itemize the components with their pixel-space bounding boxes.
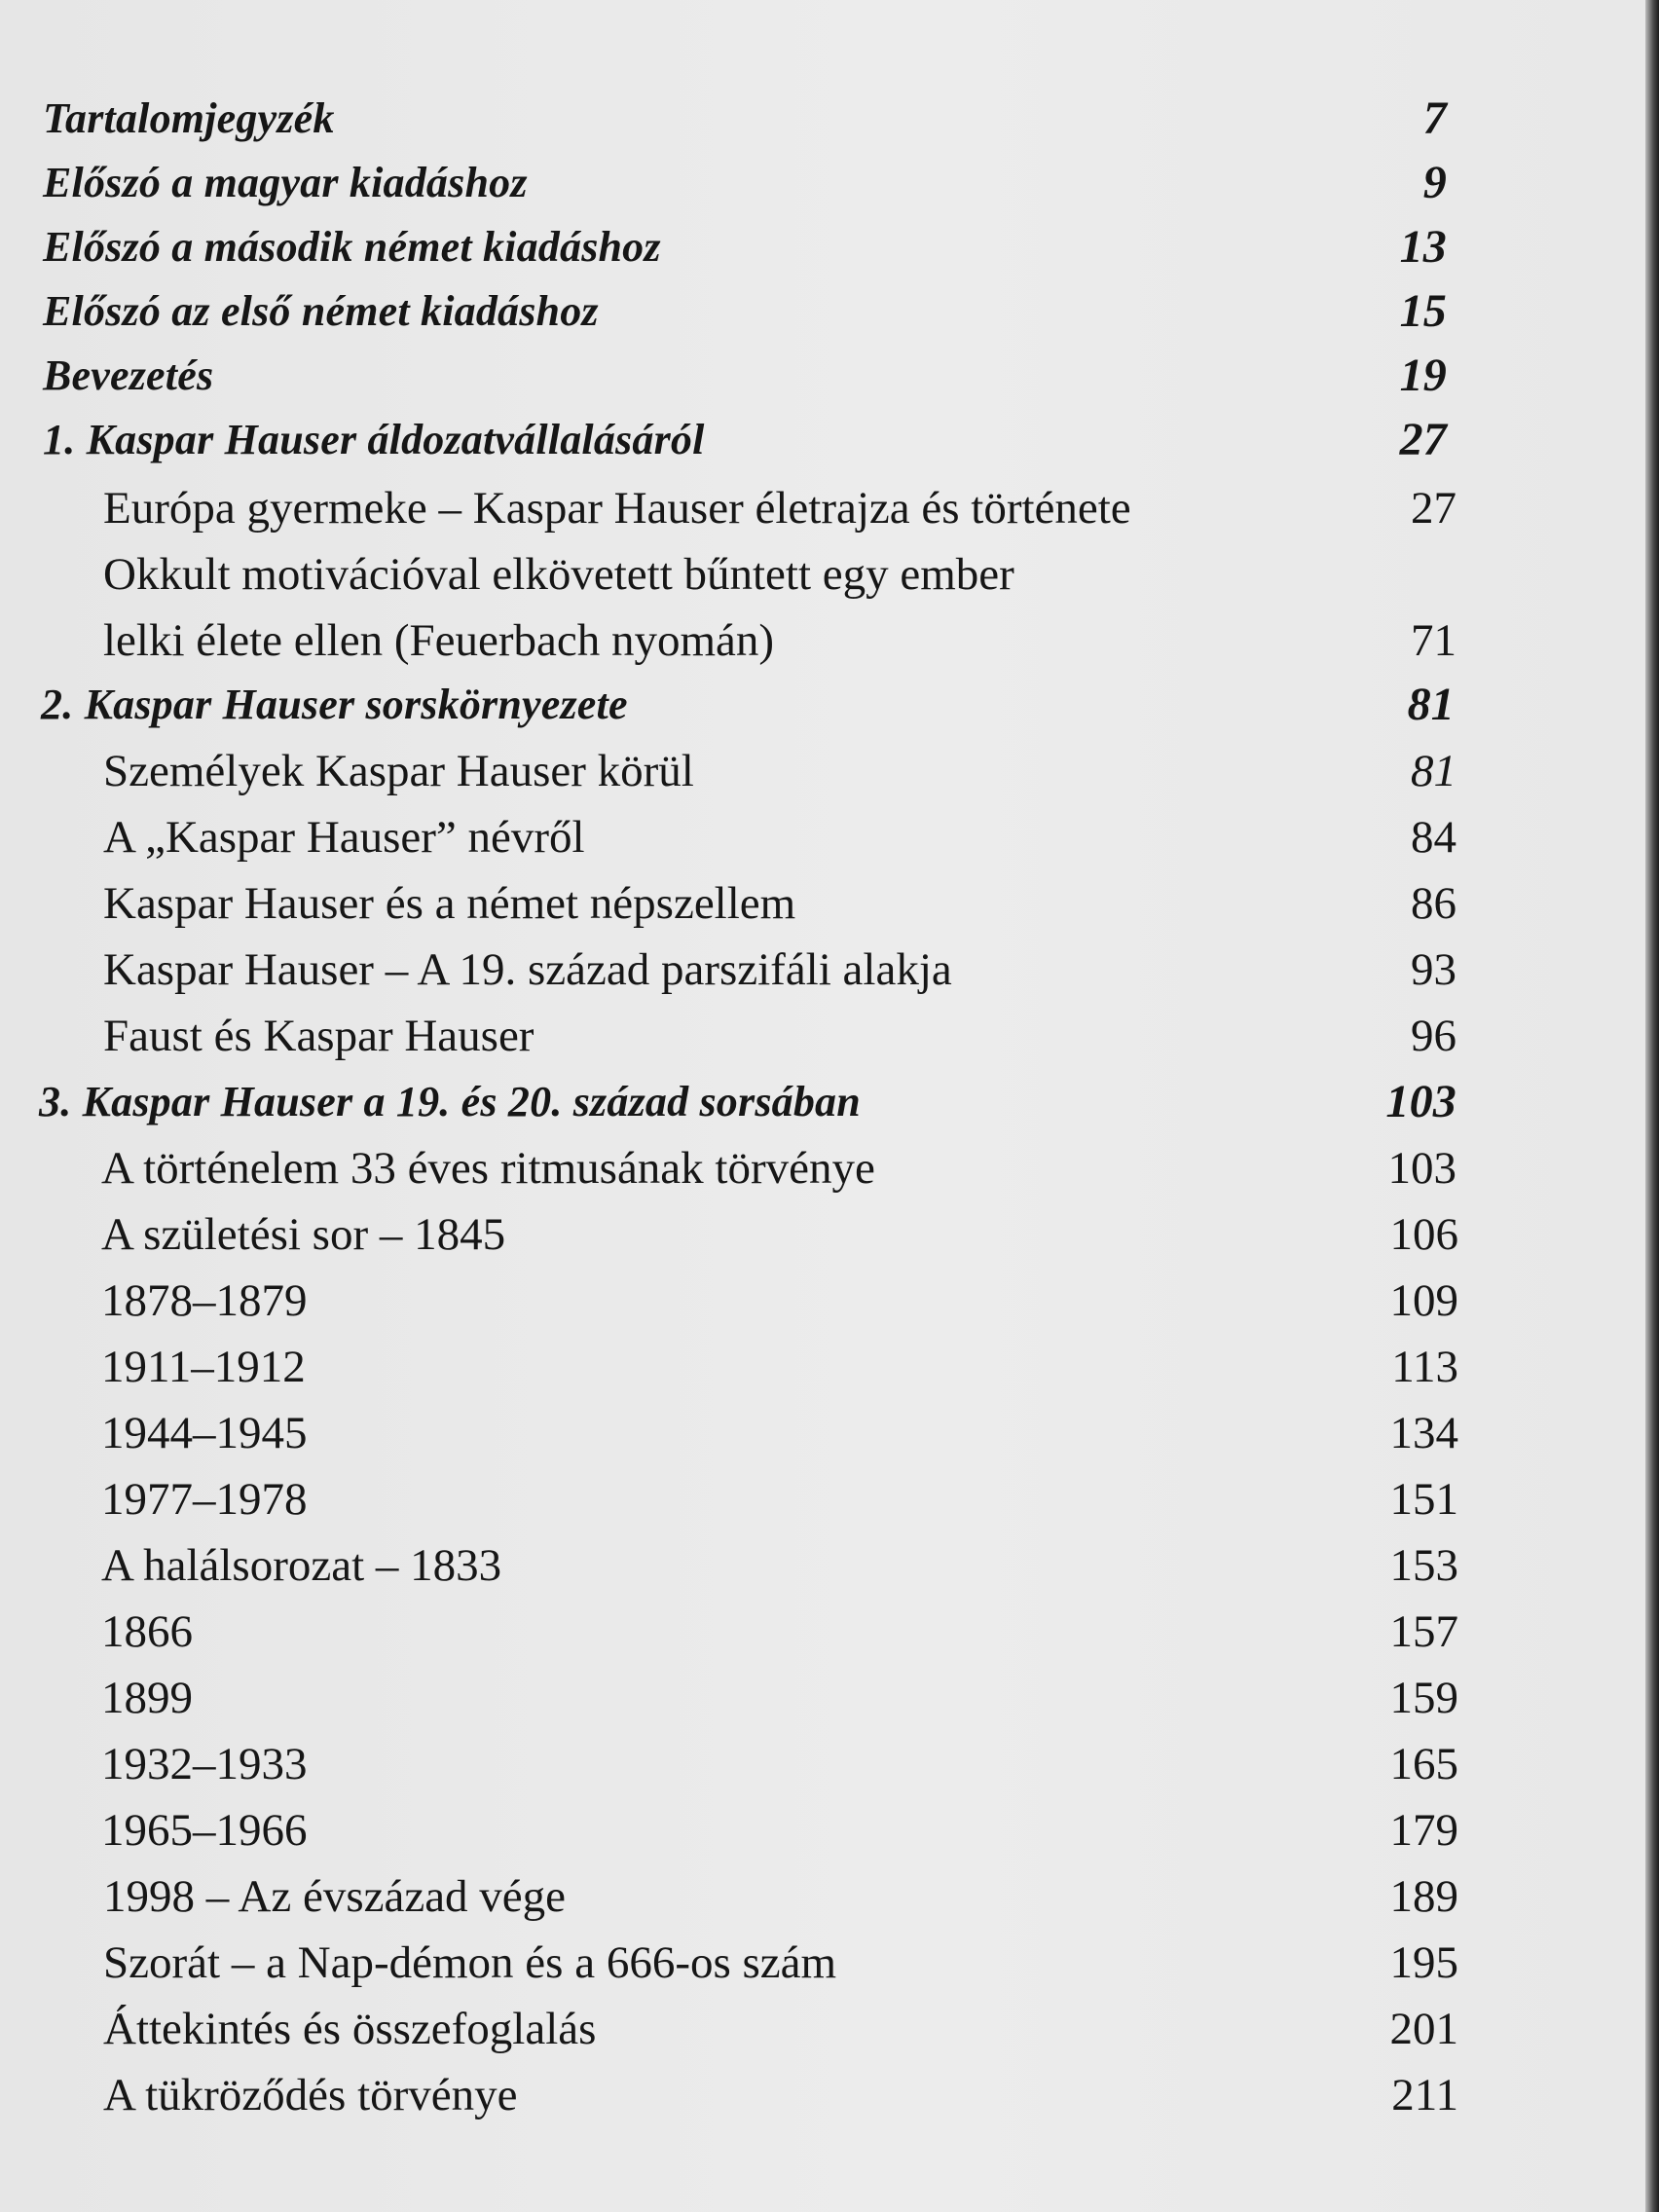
toc-entry-page: 27 xyxy=(1411,483,1456,534)
toc-entry xyxy=(41,674,1455,736)
toc-entry-page: 81 xyxy=(1411,746,1456,796)
toc-entry-title: Európa gyermeke – Kaspar Hauser életrajza és története xyxy=(103,483,1131,534)
toc-entry-page: 27 xyxy=(1399,414,1447,465)
toc-entry xyxy=(103,1998,1458,2060)
toc-entry-page: 165 xyxy=(1389,1739,1458,1789)
toc-entry xyxy=(101,1468,1458,1530)
toc-entry xyxy=(101,1402,1458,1464)
toc-entry xyxy=(101,1799,1458,1862)
toc-entry-page: 93 xyxy=(1411,944,1456,995)
toc-entry-title: 1932–1933 xyxy=(101,1739,308,1789)
toc-entry-title: lelki élete ellen (Feuerbach nyomán) xyxy=(103,615,775,666)
toc-entry xyxy=(103,872,1456,935)
toc-entry xyxy=(43,152,1447,214)
toc-entry xyxy=(101,1336,1458,1398)
toc-entry xyxy=(103,740,1456,802)
toc-entry-title: 1. Kaspar Hauser áldozatvállalásáról xyxy=(43,416,705,463)
toc-entry-page: 195 xyxy=(1389,1937,1458,1988)
toc-entry-title: 3. Kaspar Hauser a 19. és 20. század sorsában xyxy=(39,1078,861,1125)
toc-entry-title: A történelem 33 éves ritmusának törvénye xyxy=(101,1143,875,1194)
toc-entry-title: Szorát – a Nap-démon és a 666-os szám xyxy=(103,1937,837,1988)
toc-entry xyxy=(103,543,1456,606)
toc-entry-page: 151 xyxy=(1389,1474,1458,1525)
toc-entry xyxy=(101,1667,1458,1729)
toc-entry-title: A „Kaspar Hauser” névről xyxy=(103,812,585,863)
toc-entry-title: 1965–1966 xyxy=(101,1805,308,1856)
toc-entry-title: 1998 – Az évszázad vége xyxy=(103,1871,567,1922)
toc-entry-page: 84 xyxy=(1411,812,1456,863)
toc-entry-title: Személyek Kaspar Hauser körül xyxy=(103,746,694,796)
toc-entry-page: 211 xyxy=(1391,2070,1458,2120)
toc-entry xyxy=(103,1932,1458,1994)
page-edge-shadow xyxy=(1645,0,1659,2212)
toc-entry-title: A tükröződés törvénye xyxy=(103,2070,518,2120)
toc-entry xyxy=(43,409,1447,471)
toc-entry-page: 157 xyxy=(1389,1606,1458,1657)
toc-entry-page: 134 xyxy=(1389,1408,1458,1458)
toc-entry xyxy=(39,1071,1456,1133)
toc-entry-title: 1977–1978 xyxy=(101,1474,308,1525)
toc-entry-page: 113 xyxy=(1391,1342,1458,1392)
toc-entry-title: Kaspar Hauser és a német népszellem xyxy=(103,878,796,929)
toc-entry-title: 1911–1912 xyxy=(101,1342,306,1392)
toc-entry xyxy=(101,1534,1458,1597)
toc-entry-title: A születési sor – 1845 xyxy=(101,1209,506,1260)
toc-entry xyxy=(103,939,1456,1001)
toc-entry xyxy=(101,1270,1458,1332)
toc-entry-title: 1899 xyxy=(101,1673,193,1723)
toc-entry xyxy=(103,1865,1458,1928)
toc-entry-page: 189 xyxy=(1389,1871,1458,1922)
toc-entry-page: 13 xyxy=(1399,221,1447,273)
toc-entry xyxy=(103,477,1456,539)
toc-entry xyxy=(103,609,1456,672)
toc-entry-title: A halálsorozat – 1833 xyxy=(101,1540,502,1591)
toc-entry-title: 1944–1945 xyxy=(101,1408,308,1458)
toc-entry-page: 201 xyxy=(1389,2004,1458,2054)
toc-entry xyxy=(101,1137,1456,1199)
toc-entry-page: 106 xyxy=(1389,1209,1458,1260)
toc-entry xyxy=(43,216,1447,278)
toc-entry-title: Tartalomjegyzék xyxy=(43,94,335,142)
toc-entry-title: Áttekintés és összefoglalás xyxy=(103,2004,597,2054)
toc-entry xyxy=(43,88,1447,150)
toc-entry xyxy=(103,2064,1458,2126)
toc-entry xyxy=(101,1733,1458,1795)
toc-entry-page: 9 xyxy=(1422,157,1447,208)
toc-entry-title: Okkult motivációval elkövetett bűntett egy ember xyxy=(103,549,1014,600)
toc-entry-title: Faust és Kaspar Hauser xyxy=(103,1011,535,1061)
toc-entry-page: 159 xyxy=(1389,1673,1458,1723)
toc-entry xyxy=(43,280,1447,343)
toc-entry-title: 1878–1879 xyxy=(101,1275,308,1326)
toc-entry-title: Előszó a magyar kiadáshoz xyxy=(43,159,528,206)
toc-entry-page: 109 xyxy=(1389,1275,1458,1326)
toc-entry xyxy=(103,1005,1456,1067)
toc-entry-title: 2. Kaspar Hauser sorskörnyezete xyxy=(41,681,628,728)
toc-entry xyxy=(101,1601,1458,1663)
toc-entry-page: 71 xyxy=(1411,615,1456,666)
toc-entry xyxy=(43,345,1447,407)
toc-entry-title: Előszó az első német kiadáshoz xyxy=(43,287,599,335)
toc-entry xyxy=(101,1203,1458,1266)
toc-entry-page: 15 xyxy=(1399,285,1447,337)
toc-entry-title: Előszó a második német kiadáshoz xyxy=(43,223,661,271)
toc-entry-page: 179 xyxy=(1389,1805,1458,1856)
toc-entry-title: 1866 xyxy=(101,1606,193,1657)
toc-entry-page: 153 xyxy=(1389,1540,1458,1591)
toc-entry-page: 19 xyxy=(1399,350,1447,401)
toc-entry-title: Bevezetés xyxy=(43,351,214,399)
toc-entry xyxy=(103,806,1456,868)
toc-entry-page: 7 xyxy=(1422,92,1447,144)
toc-entry-page: 86 xyxy=(1411,878,1456,929)
toc-entry-page: 81 xyxy=(1407,679,1455,730)
toc-entry-title: Kaspar Hauser – A 19. század parszifáli alakja xyxy=(103,944,952,995)
toc-entry-page: 103 xyxy=(1387,1143,1456,1194)
toc-entry-page: 96 xyxy=(1411,1011,1456,1061)
toc-entry-page: 103 xyxy=(1385,1076,1456,1127)
